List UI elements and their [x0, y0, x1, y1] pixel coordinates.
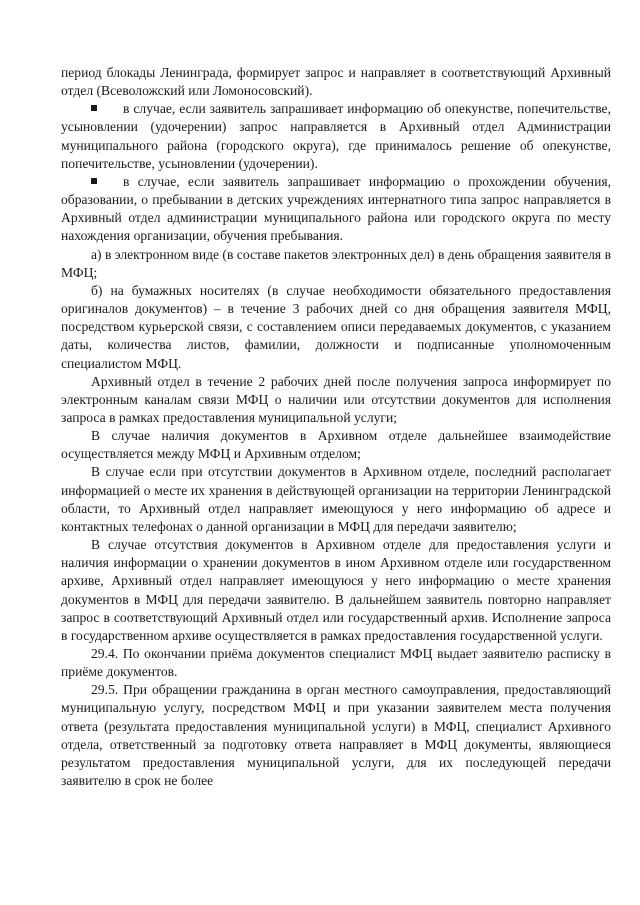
paragraph-blockade: период блокады Ленинграда, формирует запрос и направляет в соответствующий Архивный отдел (Всеволожский или Ломоносовский). [61, 65, 611, 99]
bullet-square-icon [91, 178, 97, 184]
paragraph-archive-informs: Архивный отдел в течение 2 рабочих дней после получения запроса информирует по электронным каналам связи МФЦ о наличии или отсутствии документов для исполнения запроса в рамках предоставления муниципальной услуги; [61, 373, 611, 425]
paragraph-documents-absent: В случае отсутствия документов в Архивном отделе для предоставления услуги и наличия информации о хранении документов в ином Архивном отделе или государственном архиве, Архивный отдел направляет имеющуюся у него информацию о месте хранения документов в МФЦ для передачи заявителю. В дальнейшем заявитель повторно направляет запрос в соответствующий Архивный отдел или государственный архив. Исполнение запроса в государственном архиве осуществляется в рамках предоставления государственной услуги. [61, 537, 611, 643]
paragraph-29-5: 29.5. При обращении гражданина в орган местного самоуправления, предоставляющий муниципальную услугу, посредством МФЦ и при указании заявителем места получения ответа (результата предоставления муниципальной услуги) в МФЦ, специалист Архивного отдела, ответственный за подготовку ответа направляет в МФЦ документы, являющиеся результатом предоставления муниципальной услуги, для их последующей передачи заявителю в срок не более [61, 682, 611, 789]
bullet-square-icon [91, 105, 97, 111]
paragraph-paper: б) на бумажных носителях (в случае необходимости обязательного предоставления оригиналов документов) – в течение 3 рабочих дней со дня обращения заявителя МФЦ, посредством курьерской связи, с составлением описи передаваемых документов, с указанием даты, количества листов, фамилии, должности и подписанные уполномоченным специалистом МФЦ. [61, 282, 611, 371]
paragraph-documents-elsewhere: В случае если при отсутствии документов в Архивном отделе, последний располагает информацией о месте их хранения в действующей организации на территории Ленинградской области, то Архивный отдел направляет имеющуюся у него информацию об адресе и контактных телефонах о данной организации в МФЦ для передачи заявителю; [61, 464, 611, 534]
bullet-paragraph-guardianship [61, 100, 611, 173]
paragraph-documents-present: В случае наличия документов в Архивном отделе дальнейшее взаимодействие осуществляется между МФЦ и Архивным отделом; [61, 428, 611, 462]
bullet-text: в случае, если заявитель запрашивает информацию о прохождении обучения, образовании, о пребывании в детских учреждениях интернатного типа запрос направляется в Архивный отдел администрации муниципального района или городского округа по месту нахождения организации, обучения пребывания. [61, 173, 611, 244]
bullet-text: в случае, если заявитель запрашивает информацию об опекунстве, попечительстве, усыновлении (удочерении) запрос направляется в Архивный отдел Администрации муниципального района (городского округа), где принималось решение об опекунстве, попечительстве, усыновлении (удочерении). [61, 101, 611, 171]
bullet-paragraph-education [61, 173, 611, 246]
paragraph-29-4: 29.4. По окончании приёма документов специалист МФЦ выдает заявителю расписку в приёме документов. [61, 646, 611, 680]
paragraph-electronic: а) в электронном виде (в составе пакетов электронных дел) в день обращения заявителя в МФЦ; [61, 246, 612, 280]
document-page [61, 64, 611, 790]
